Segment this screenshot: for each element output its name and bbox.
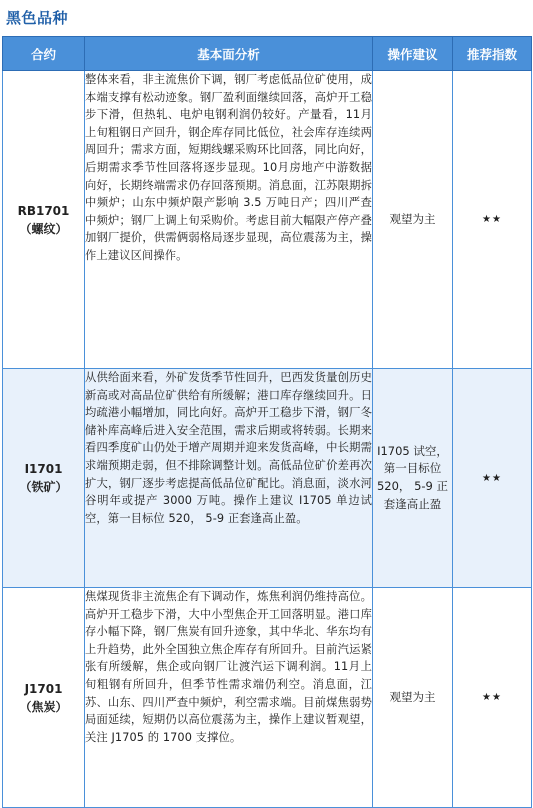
contract-cell <box>3 71 85 369</box>
table-header-row <box>3 37 532 71</box>
advice-cell: 观望为主 <box>373 588 453 808</box>
contract-code: RB1701 <box>17 203 70 218</box>
analysis-cell: 从供给面来看，外矿发货季节性回升，巴西发货量创历史新高或对高品位矿供给有所缓解；港口库存继续回升。日均疏港小幅增加，同比向好。高炉开工稳步下滑，钢厂冬储补库高峰后进入安全范围，需求后期或将转弱。长期来看四季度矿山仍处于增产周期并迎来发货高峰，中长期需求端预期走弱，但不排除调整计划。高低品位矿价差再次扩大，钢厂逐步考虑提高低品位矿配比。消息面，淡水河谷明年或提产 3000 万吨。操作上建议 I1705 单边试空，第一目标位 520， 5-9 正套逢高止盈。 <box>85 369 373 588</box>
analysis-cell: 整体来看，非主流焦价下调，钢厂考虑低品位矿使用，成本端支撑有松动迹象。钢厂盈利面继续回落，高炉开工稳步下滑，但热轧、电炉电钢利润仍较好。产量看，11月上旬粗钢日产回升，钢企库存同比低位，社会库存连续两周回升；需求方面，短期线螺采购环比回落，同比向好，后期需求季节性回落将逐步显现。10月房地产中游数据向好，长期终端需求仍存回落预期。消息面，江苏限期拆中频炉；山东中频炉限产影响 3.5 万吨日产；四川严查中频炉；钢厂上调上旬采购价。考虑目前大幅限产停产叠加钢厂提价，供需俩弱格局逐步显现，高位震荡为主，操作上建议区间操作。 <box>85 71 373 369</box>
analysis-cell: 焦煤现货非主流焦企有下调动作，炼焦利润仍维持高位。高炉开工稳步下滑，大中小型焦企开工回落明显。港口库存小幅下降，钢厂焦炭有回升迹象，其中华北、华东均有上升趋势，此外全国独立焦企库存有所回升。目前汽运紧张有所缓解，焦企或向钢厂让渡汽运下调利润。11月上旬粗钢有所回升，但季节性需求端仍利空。消息面，江苏、山东、四川严查中频炉，利空需求端。目前煤焦弱势局面延续，短期仍以高位震荡为主，操作上建议暂观望，关注 J1705 的 1700 支撑位。 <box>85 588 373 808</box>
header-analysis: 基本面分析 <box>85 37 373 71</box>
table-row <box>3 71 532 369</box>
futures-analysis-table <box>2 36 532 808</box>
rating-stars: ★★ <box>453 588 532 808</box>
header-rating: 推荐指数 <box>453 37 532 71</box>
section-title: 黑色品种 <box>6 9 69 27</box>
table-row <box>3 588 532 808</box>
contract-code: J1701 <box>24 681 63 696</box>
rating-stars: ★★ <box>453 369 532 588</box>
header-contract: 合约 <box>3 37 85 71</box>
contract-name: （铁矿） <box>19 480 68 494</box>
table-row <box>3 369 532 588</box>
contract-cell <box>3 369 85 588</box>
contract-name: （螺纹） <box>19 221 68 236</box>
advice-cell: 观望为主 <box>373 71 453 369</box>
contract-code: I1701 <box>24 462 63 476</box>
header-advice: 操作建议 <box>373 37 453 71</box>
contract-cell <box>3 588 85 808</box>
advice-cell: I1705 试空，第一目标位 520， 5-9 正套逢高止盈 <box>373 369 453 588</box>
rating-stars: ★★ <box>453 71 532 369</box>
contract-name: （焦炭） <box>19 699 68 714</box>
